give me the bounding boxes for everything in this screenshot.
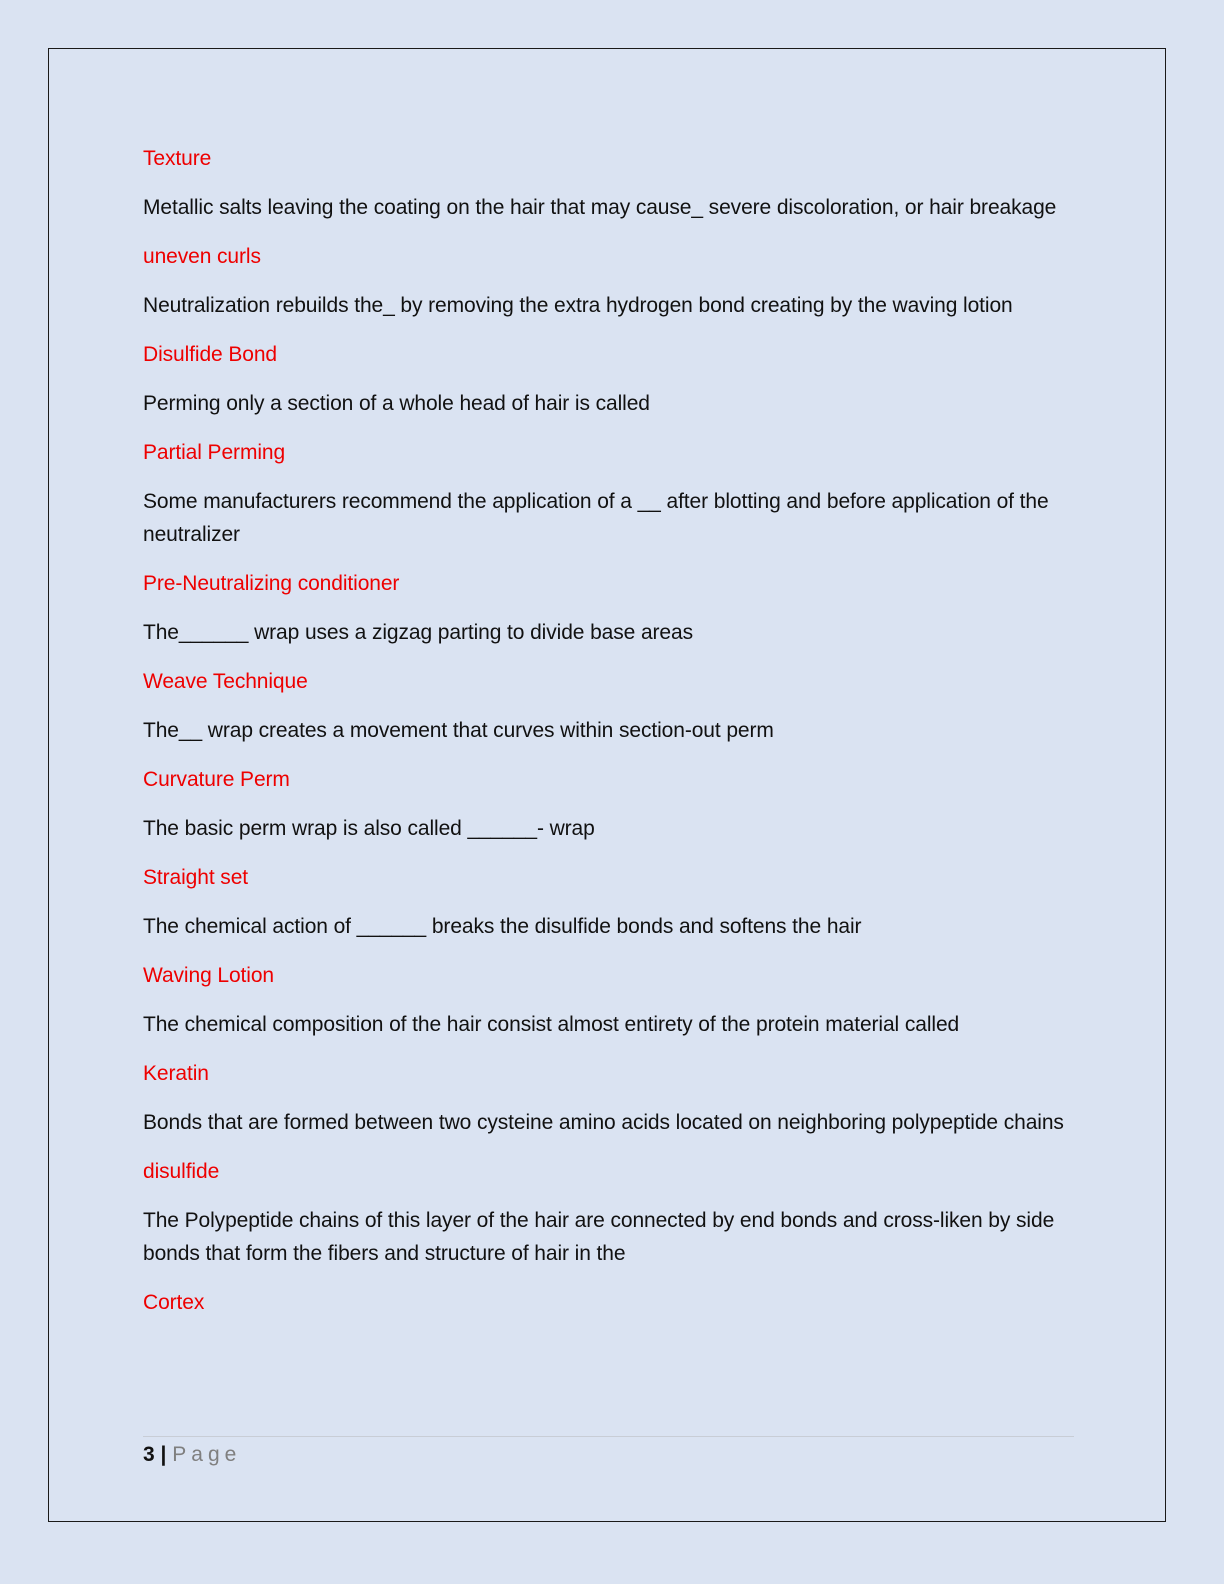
question-text: Metallic salts leaving the coating on the hair that may cause_ severe discoloration, or hair breakage [143, 196, 1057, 219]
answer-text: Weave Technique [143, 670, 308, 693]
page-label: Page [172, 1443, 242, 1466]
question-text: Some manufacturers recommend the application of a __ after blotting and before application of the neutralizer [143, 490, 1049, 546]
answer-text: disulfide [143, 1160, 220, 1183]
answer-text: Curvature Perm [143, 768, 290, 791]
answer-text: Keratin [143, 1062, 209, 1085]
footer-separator: | [160, 1443, 167, 1466]
question-text: Neutralization rebuilds the_ by removing the extra hydrogen bond creating by the waving lotion [143, 294, 1013, 317]
question-text: The Polypeptide chains of this layer of the hair are connected by end bonds and cross-liken by side bonds that form the fibers and structure of hair in the [143, 1209, 1055, 1265]
page-footer [143, 1440, 241, 1470]
document-body [143, 142, 1083, 1335]
question-text: The basic perm wrap is also called ______- wrap [143, 817, 595, 840]
page-number: 3 [143, 1443, 155, 1466]
question-text: The__ wrap creates a movement that curves within section-out perm [143, 719, 774, 742]
question-text: Perming only a section of a whole head of hair is called [143, 392, 650, 415]
answer-text: Straight set [143, 866, 249, 889]
answer-text: Waving Lotion [143, 964, 274, 987]
footer-divider [143, 1436, 1074, 1437]
question-text: The______ wrap uses a zigzag parting to divide base areas [143, 621, 693, 644]
question-text: The chemical action of ______ breaks the disulfide bonds and softens the hair [143, 915, 862, 938]
answer-text: Texture [143, 147, 212, 170]
answer-text: Pre-Neutralizing conditioner [143, 572, 400, 595]
question-text: Bonds that are formed between two cysteine amino acids located on neighboring polypeptide chains [143, 1111, 1064, 1134]
answer-text: uneven curls [143, 245, 261, 268]
answer-text: Disulfide Bond [143, 343, 278, 366]
answer-text: Cortex [143, 1291, 205, 1314]
answer-text: Partial Perming [143, 441, 286, 464]
question-text: The chemical composition of the hair consist almost entirety of the protein material called [143, 1013, 960, 1036]
